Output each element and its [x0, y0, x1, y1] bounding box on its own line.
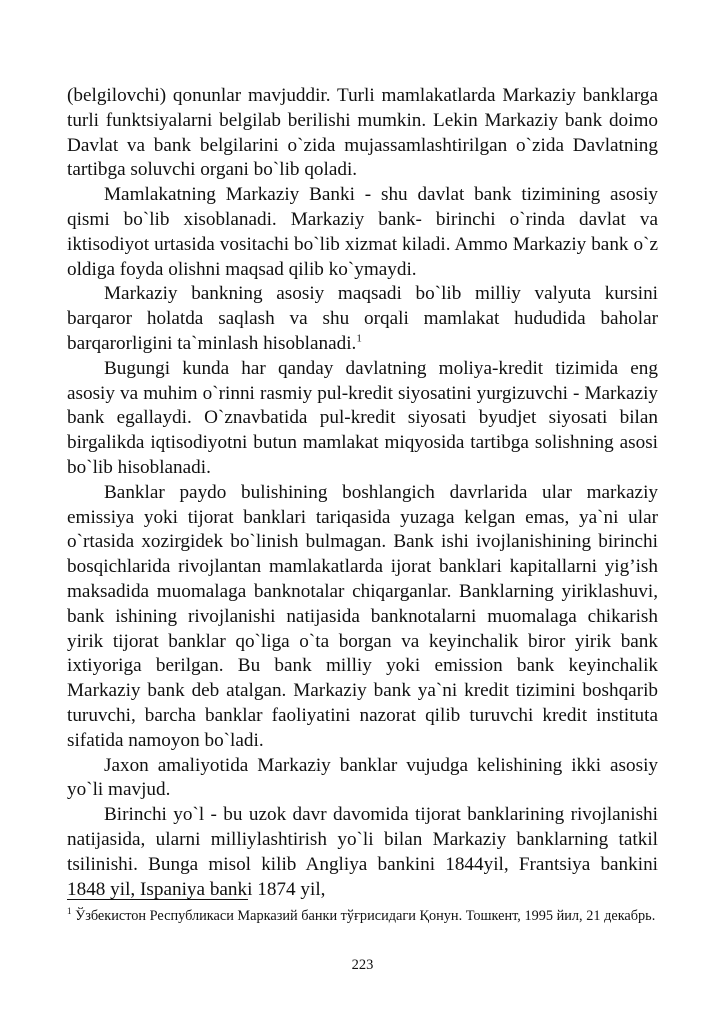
- paragraph-3: [67, 282, 658, 356]
- paragraph-5: Banklar paydo bulishining boshlangich davrlarida ular markaziy emissiya yoki tijorat banklari tariqasida yuzaga kelgan emas, ya`ni ular o`rtasida xozirgidek bo`linish bulmagan. Bank ishi ivojlanishining birinchi bosqichlarida rivojlantan mamlakatlarda ijorat banklari kapitallarni yig’ish maksadida muomalaga banknotalar chiqarganlar. Banklarning yiriklashuvi, bank ishining rivojlanishi natijasida banknotalarni muomalaga chikarish yirik tijorat banklar qo`liga o`ta borgan va keyinchalik biror yirik bank ixtiyoriga berilgan. Bu bank milliy yoki emission bank keyinchalik Markaziy bank deb atalgan. Markaziy bank ya`ni kredit tizimini boshqarib turuvchi, barcha banklar faoliyatini nazorat qilib turuvchi kredit instituta sifatida namoyon bo`ladi.: [67, 481, 658, 751]
- footnote-divider: [67, 899, 248, 900]
- paragraph-3-text: Markaziy bankning asosiy maqsadi bo`lib milliy valyuta kursini barqaror holatda saqlash va shu orqali mamlakat hududida baholar barqarorligini ta`minlash hisoblanadi.: [67, 283, 658, 354]
- page-body: [67, 84, 658, 902]
- paragraph-2: Mamlakatning Markaziy Banki - shu davlat bank tizimining asosiy qismi bo`lib xisoblanadi. Markaziy bank- birinchi o`rinda davlat va iktisodiyot urtasida vositachi bo`lib xizmat kiladi. Ammo Markaziy bank o`z oldiga foyda olishni maqsad qilib ko`ymaydi.: [67, 184, 658, 280]
- paragraph-1: (belgilovchi) qonunlar mavjuddir. Turli mamlakatlarda Markaziy banklarga turli funktsiyalarni belgilab berilishi mumkin. Lekin Markaziy bank doimo Davlat va bank belgilarini o`zida mujassamlashtirilgan o`zida Davlatning tartibga soluvchi organi bo`lib qoladi.: [67, 85, 658, 181]
- paragraph-4: Bugungi kunda har qanday davlatning moliya-kredit tizimida eng asosiy va muhim o`rinni rasmiy pul-kredit siyosatini yurgizuvchi - Markaziy bank egallaydi. O`znavbatida pul-kredit siyosati byudjet siyosati bilan birgalikda iqtisodiyotni butun mamlakat miqyosida tartibga solishning asosi bo`lib hisoblanadi.: [67, 357, 658, 478]
- footnote: [67, 906, 658, 926]
- paragraph-6: Jaxon amaliyotida Markaziy banklar vujudga kelishining ikki asosiy yo`li mavjud.: [67, 754, 658, 801]
- footnote-text: Ўзбекистон Республикаси Марказий банки тўғрисидаги Қонун. Тошкент, 1995 йил, 21 декабрь.: [75, 908, 656, 924]
- footnote-marker: 1: [67, 906, 72, 917]
- footnote-reference[interactable]: 1: [356, 332, 362, 345]
- body-text: [67, 84, 658, 902]
- paragraph-7: Birinchi yo`l - bu uzok davr davomida tijorat banklarining rivojlanishi natijasida, ularni milliylashtirish yo`li bilan Markaziy banklarning tatkil tsilinishi. Bunga misol kilib Angliya bankini 1844yil, Frantsiya bankini 1848 yil, Ispaniya banki 1874 yil,: [67, 804, 658, 900]
- page-number: 223: [351, 957, 374, 973]
